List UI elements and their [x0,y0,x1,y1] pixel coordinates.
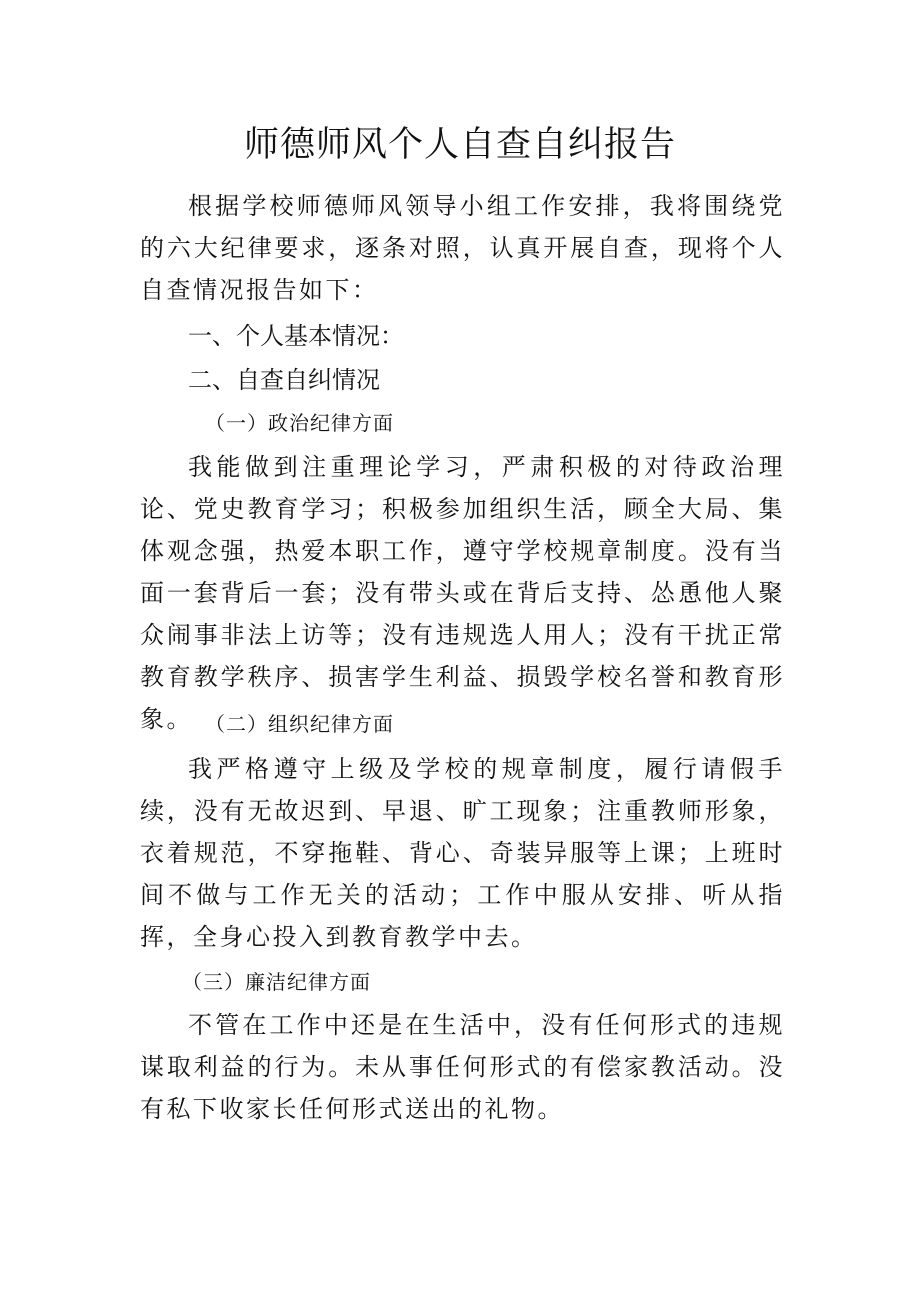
document-title: 师德师风个人自查自纠报告 [243,125,676,165]
paragraph-organizational-discipline: 我严格遵守上级及学校的规章制度，履行请假手续，没有无故迟到、早退、旷工现象；注重教师形象，衣着规范，不穿拖鞋、背心、奇装异服等上课；上班时间不做与工作无关的活动；工作中服从安排、听从指挥，全身心投入到教育教学中去。 [140,755,785,951]
paragraph-integrity-discipline: 不管在工作中还是在生活中，没有任何形式的违规谋取利益的行为。未从事任何形式的有偿家教活动。没有私下收家长任何形式送出的礼物。 [140,1011,785,1123]
subheading-organizational-discipline: （二）组织纪律方面 [205,712,394,736]
section-heading-self-check: 二、自查自纠情况 [188,366,380,394]
subheading-integrity-discipline: （三）廉洁纪律方面 [182,970,371,994]
subheading-political-discipline: （一）政治纪律方面 [205,411,394,435]
intro-paragraph: 根据学校师德师风领导小组工作安排，我将围绕党的六大纪律要求，逐条对照，认真开展自查，现将个人自查情况报告如下： [140,192,785,304]
paragraph-political-discipline: 我能做到注重理论学习，严肃积极的对待政治理论、党史教育学习；积极参加组织生活，顾全大局、集体观念强，热爱本职工作，遵守学校规章制度。没有当面一套背后一套；没有带头或在背后支持、怂恿他人聚众闹事非法上访等；没有违规选人用人；没有干扰正常教育教学秩序、损害学生利益、损毁学校名誉和教育形象。 [140,453,785,733]
section-heading-basic-info: 一、个人基本情况： [188,322,404,350]
